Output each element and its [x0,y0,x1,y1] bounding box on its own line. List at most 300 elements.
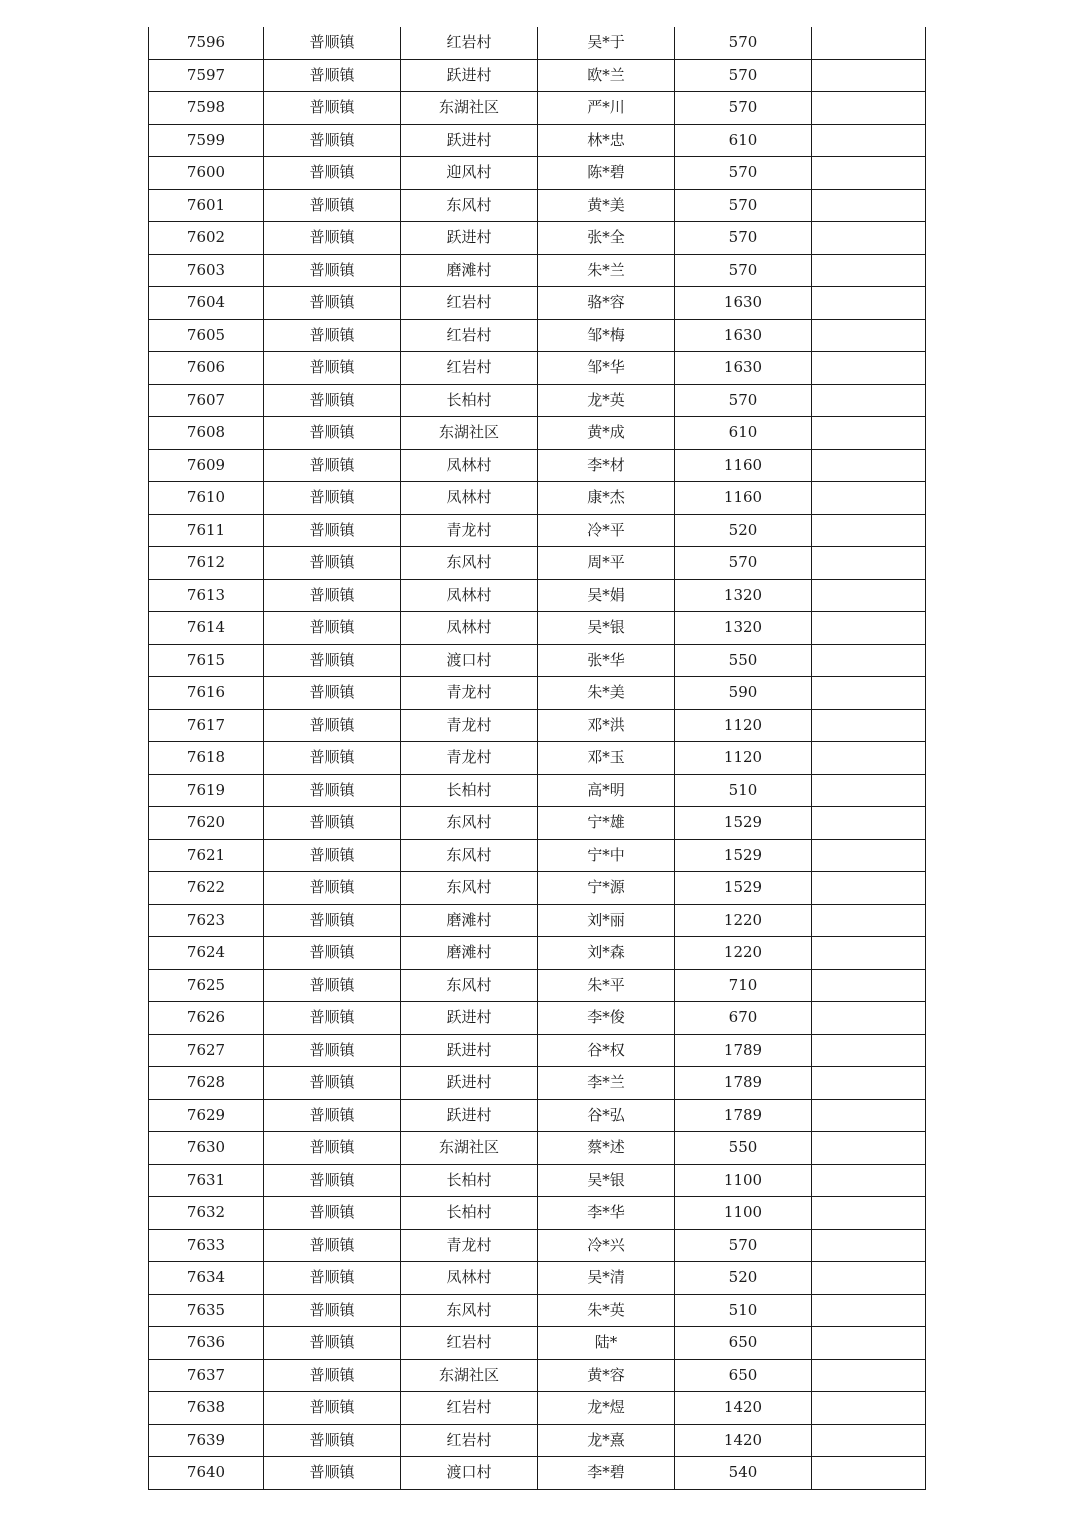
row-number-cell: 7615 [149,644,264,677]
amount-cell: 650 [675,1327,812,1360]
row-number-cell: 7633 [149,1229,264,1262]
table-row [149,27,926,59]
note-cell [812,92,926,125]
town-cell: 普顺镇 [264,1424,401,1457]
village-cell: 磨滩村 [401,254,538,287]
name-cell: 陆* [538,1327,675,1360]
note-cell [812,579,926,612]
note-cell [812,1262,926,1295]
row-number-cell: 7597 [149,59,264,92]
row-number-cell: 7609 [149,449,264,482]
village-cell: 跃进村 [401,1002,538,1035]
village-cell: 跃进村 [401,1099,538,1132]
town-cell: 普顺镇 [264,579,401,612]
amount-cell: 710 [675,969,812,1002]
name-cell: 蔡*述 [538,1132,675,1165]
town-cell: 普顺镇 [264,59,401,92]
village-cell: 东湖社区 [401,92,538,125]
row-number-cell: 7605 [149,319,264,352]
note-cell [812,287,926,320]
amount-cell: 1100 [675,1164,812,1197]
table-row [149,352,926,385]
town-cell: 普顺镇 [264,872,401,905]
town-cell: 普顺镇 [264,904,401,937]
row-number-cell: 7636 [149,1327,264,1360]
village-cell: 凤林村 [401,482,538,515]
name-cell: 黄*美 [538,189,675,222]
amount-cell: 1630 [675,287,812,320]
table-row [149,774,926,807]
table-row [149,937,926,970]
town-cell: 普顺镇 [264,319,401,352]
town-cell: 普顺镇 [264,514,401,547]
name-cell: 宁*雄 [538,807,675,840]
name-cell: 李*俊 [538,1002,675,1035]
amount-cell: 570 [675,547,812,580]
table-row [149,742,926,775]
table-row [149,1197,926,1230]
table-row [149,59,926,92]
town-cell: 普顺镇 [264,969,401,1002]
row-number-cell: 7638 [149,1392,264,1425]
note-cell [812,1229,926,1262]
village-cell: 东风村 [401,807,538,840]
table-row [149,1262,926,1295]
village-cell: 东风村 [401,969,538,1002]
table-row [149,157,926,190]
village-cell: 红岩村 [401,1424,538,1457]
note-cell [812,449,926,482]
name-cell: 吴*银 [538,1164,675,1197]
village-cell: 东风村 [401,547,538,580]
name-cell: 陈*碧 [538,157,675,190]
village-cell: 长柏村 [401,774,538,807]
amount-cell: 1630 [675,352,812,385]
row-number-cell: 7623 [149,904,264,937]
amount-cell: 550 [675,1132,812,1165]
village-cell: 磨滩村 [401,937,538,970]
note-cell [812,1424,926,1457]
town-cell: 普顺镇 [264,384,401,417]
row-number-cell: 7640 [149,1457,264,1490]
town-cell: 普顺镇 [264,1359,401,1392]
name-cell: 李*兰 [538,1067,675,1100]
table-row [149,449,926,482]
table-row [149,417,926,450]
name-cell: 宁*源 [538,872,675,905]
amount-cell: 570 [675,59,812,92]
data-table [148,27,926,1490]
note-cell [812,1392,926,1425]
town-cell: 普顺镇 [264,1099,401,1132]
village-cell: 磨滩村 [401,904,538,937]
town-cell: 普顺镇 [264,1392,401,1425]
town-cell: 普顺镇 [264,352,401,385]
town-cell: 普顺镇 [264,254,401,287]
amount-cell: 540 [675,1457,812,1490]
name-cell: 李*华 [538,1197,675,1230]
note-cell [812,1099,926,1132]
note-cell [812,384,926,417]
name-cell: 宁*中 [538,839,675,872]
name-cell: 张*华 [538,644,675,677]
amount-cell: 1120 [675,742,812,775]
town-cell: 普顺镇 [264,1294,401,1327]
town-cell: 普顺镇 [264,774,401,807]
row-number-cell: 7614 [149,612,264,645]
village-cell: 东风村 [401,839,538,872]
note-cell [812,319,926,352]
name-cell: 康*杰 [538,482,675,515]
row-number-cell: 7626 [149,1002,264,1035]
row-number-cell: 7617 [149,709,264,742]
amount-cell: 610 [675,417,812,450]
row-number-cell: 7628 [149,1067,264,1100]
village-cell: 东风村 [401,1294,538,1327]
town-cell: 普顺镇 [264,92,401,125]
table-row [149,547,926,580]
table-row [149,124,926,157]
note-cell [812,742,926,775]
table-row [149,1002,926,1035]
table-row [149,287,926,320]
village-cell: 长柏村 [401,1197,538,1230]
town-cell: 普顺镇 [264,644,401,677]
row-number-cell: 7598 [149,92,264,125]
amount-cell: 1529 [675,807,812,840]
row-number-cell: 7621 [149,839,264,872]
row-number-cell: 7607 [149,384,264,417]
town-cell: 普顺镇 [264,1197,401,1230]
village-cell: 跃进村 [401,222,538,255]
village-cell: 红岩村 [401,27,538,59]
table-row [149,222,926,255]
amount-cell: 590 [675,677,812,710]
town-cell: 普顺镇 [264,742,401,775]
village-cell: 渡口村 [401,644,538,677]
row-number-cell: 7604 [149,287,264,320]
village-cell: 凤林村 [401,579,538,612]
village-cell: 凤林村 [401,449,538,482]
note-cell [812,1132,926,1165]
table-row [149,319,926,352]
amount-cell: 650 [675,1359,812,1392]
town-cell: 普顺镇 [264,1002,401,1035]
name-cell: 黄*容 [538,1359,675,1392]
row-number-cell: 7608 [149,417,264,450]
note-cell [812,1359,926,1392]
name-cell: 吴*于 [538,27,675,59]
name-cell: 冷*兴 [538,1229,675,1262]
town-cell: 普顺镇 [264,222,401,255]
row-number-cell: 7632 [149,1197,264,1230]
village-cell: 迎风村 [401,157,538,190]
row-number-cell: 7637 [149,1359,264,1392]
village-cell: 红岩村 [401,287,538,320]
table-row [149,1034,926,1067]
amount-cell: 1100 [675,1197,812,1230]
name-cell: 周*平 [538,547,675,580]
name-cell: 龙*英 [538,384,675,417]
amount-cell: 1220 [675,937,812,970]
amount-cell: 670 [675,1002,812,1035]
table-row [149,612,926,645]
table-row [149,1327,926,1360]
amount-cell: 570 [675,27,812,59]
table-row [149,514,926,547]
village-cell: 跃进村 [401,1034,538,1067]
note-cell [812,1002,926,1035]
row-number-cell: 7616 [149,677,264,710]
amount-cell: 570 [675,157,812,190]
town-cell: 普顺镇 [264,612,401,645]
note-cell [812,124,926,157]
town-cell: 普顺镇 [264,1262,401,1295]
amount-cell: 570 [675,1229,812,1262]
table-row [149,1457,926,1490]
note-cell [812,612,926,645]
amount-cell: 1789 [675,1099,812,1132]
row-number-cell: 7599 [149,124,264,157]
name-cell: 朱*英 [538,1294,675,1327]
table-row [149,1099,926,1132]
note-cell [812,709,926,742]
name-cell: 吴*银 [538,612,675,645]
name-cell: 张*全 [538,222,675,255]
table-row [149,1294,926,1327]
name-cell: 欧*兰 [538,59,675,92]
amount-cell: 570 [675,254,812,287]
note-cell [812,222,926,255]
note-cell [812,677,926,710]
town-cell: 普顺镇 [264,417,401,450]
name-cell: 骆*容 [538,287,675,320]
row-number-cell: 7634 [149,1262,264,1295]
row-number-cell: 7602 [149,222,264,255]
village-cell: 东湖社区 [401,1132,538,1165]
amount-cell: 1220 [675,904,812,937]
name-cell: 邹*华 [538,352,675,385]
row-number-cell: 7610 [149,482,264,515]
row-number-cell: 7612 [149,547,264,580]
name-cell: 刘*森 [538,937,675,970]
note-cell [812,547,926,580]
name-cell: 谷*权 [538,1034,675,1067]
note-cell [812,417,926,450]
row-number-cell: 7618 [149,742,264,775]
note-cell [812,839,926,872]
note-cell [812,774,926,807]
town-cell: 普顺镇 [264,839,401,872]
table-row [149,579,926,612]
amount-cell: 1529 [675,839,812,872]
note-cell [812,1294,926,1327]
table-row [149,1359,926,1392]
name-cell: 吴*清 [538,1262,675,1295]
note-cell [812,1197,926,1230]
table-row [149,254,926,287]
amount-cell: 520 [675,514,812,547]
name-cell: 林*忠 [538,124,675,157]
note-cell [812,482,926,515]
table-row [149,904,926,937]
note-cell [812,644,926,677]
row-number-cell: 7596 [149,27,264,59]
name-cell: 谷*弘 [538,1099,675,1132]
table-row [149,189,926,222]
amount-cell: 550 [675,644,812,677]
row-number-cell: 7620 [149,807,264,840]
name-cell: 龙*熹 [538,1424,675,1457]
village-cell: 青龙村 [401,709,538,742]
note-cell [812,969,926,1002]
name-cell: 严*川 [538,92,675,125]
amount-cell: 1420 [675,1392,812,1425]
note-cell [812,514,926,547]
amount-cell: 570 [675,189,812,222]
note-cell [812,157,926,190]
village-cell: 东风村 [401,872,538,905]
row-number-cell: 7629 [149,1099,264,1132]
amount-cell: 1420 [675,1424,812,1457]
amount-cell: 570 [675,384,812,417]
village-cell: 青龙村 [401,1229,538,1262]
row-number-cell: 7622 [149,872,264,905]
village-cell: 青龙村 [401,514,538,547]
table-row [149,969,926,1002]
town-cell: 普顺镇 [264,189,401,222]
town-cell: 普顺镇 [264,677,401,710]
town-cell: 普顺镇 [264,1164,401,1197]
village-cell: 跃进村 [401,1067,538,1100]
row-number-cell: 7639 [149,1424,264,1457]
village-cell: 凤林村 [401,1262,538,1295]
name-cell: 吴*娟 [538,579,675,612]
row-number-cell: 7625 [149,969,264,1002]
town-cell: 普顺镇 [264,547,401,580]
row-number-cell: 7606 [149,352,264,385]
note-cell [812,1034,926,1067]
town-cell: 普顺镇 [264,1132,401,1165]
row-number-cell: 7630 [149,1132,264,1165]
name-cell: 朱*兰 [538,254,675,287]
row-number-cell: 7619 [149,774,264,807]
row-number-cell: 7624 [149,937,264,970]
note-cell [812,807,926,840]
table-row [149,644,926,677]
name-cell: 邹*梅 [538,319,675,352]
village-cell: 凤林村 [401,612,538,645]
table-row [149,1392,926,1425]
town-cell: 普顺镇 [264,482,401,515]
table-row [149,807,926,840]
note-cell [812,1457,926,1490]
amount-cell: 520 [675,1262,812,1295]
row-number-cell: 7600 [149,157,264,190]
town-cell: 普顺镇 [264,157,401,190]
village-cell: 渡口村 [401,1457,538,1490]
village-cell: 红岩村 [401,1392,538,1425]
row-number-cell: 7601 [149,189,264,222]
row-number-cell: 7631 [149,1164,264,1197]
town-cell: 普顺镇 [264,807,401,840]
amount-cell: 1630 [675,319,812,352]
row-number-cell: 7635 [149,1294,264,1327]
table-body [149,27,926,1489]
note-cell [812,937,926,970]
town-cell: 普顺镇 [264,1034,401,1067]
village-cell: 东湖社区 [401,1359,538,1392]
table-row [149,92,926,125]
row-number-cell: 7613 [149,579,264,612]
village-cell: 东风村 [401,189,538,222]
amount-cell: 610 [675,124,812,157]
village-cell: 青龙村 [401,677,538,710]
amount-cell: 1789 [675,1067,812,1100]
name-cell: 刘*丽 [538,904,675,937]
name-cell: 朱*平 [538,969,675,1002]
town-cell: 普顺镇 [264,124,401,157]
note-cell [812,872,926,905]
table-row [149,384,926,417]
town-cell: 普顺镇 [264,287,401,320]
table-row [149,1424,926,1457]
name-cell: 邓*洪 [538,709,675,742]
amount-cell: 570 [675,92,812,125]
note-cell [812,1327,926,1360]
note-cell [812,254,926,287]
table-row [149,709,926,742]
table-row [149,839,926,872]
name-cell: 李*碧 [538,1457,675,1490]
town-cell: 普顺镇 [264,449,401,482]
note-cell [812,904,926,937]
town-cell: 普顺镇 [264,1327,401,1360]
village-cell: 青龙村 [401,742,538,775]
town-cell: 普顺镇 [264,937,401,970]
town-cell: 普顺镇 [264,709,401,742]
name-cell: 黄*成 [538,417,675,450]
note-cell [812,352,926,385]
village-cell: 长柏村 [401,1164,538,1197]
name-cell: 李*材 [538,449,675,482]
amount-cell: 510 [675,1294,812,1327]
row-number-cell: 7611 [149,514,264,547]
name-cell: 冷*平 [538,514,675,547]
table-row [149,1132,926,1165]
town-cell: 普顺镇 [264,27,401,59]
row-number-cell: 7627 [149,1034,264,1067]
table-row [149,872,926,905]
name-cell: 邓*玉 [538,742,675,775]
village-cell: 红岩村 [401,1327,538,1360]
table-row [149,1164,926,1197]
name-cell: 朱*美 [538,677,675,710]
village-cell: 东湖社区 [401,417,538,450]
note-cell [812,1164,926,1197]
village-cell: 跃进村 [401,59,538,92]
town-cell: 普顺镇 [264,1067,401,1100]
amount-cell: 570 [675,222,812,255]
amount-cell: 1120 [675,709,812,742]
village-cell: 跃进村 [401,124,538,157]
town-cell: 普顺镇 [264,1457,401,1490]
amount-cell: 1789 [675,1034,812,1067]
town-cell: 普顺镇 [264,1229,401,1262]
village-cell: 长柏村 [401,384,538,417]
note-cell [812,27,926,59]
table-row [149,1229,926,1262]
